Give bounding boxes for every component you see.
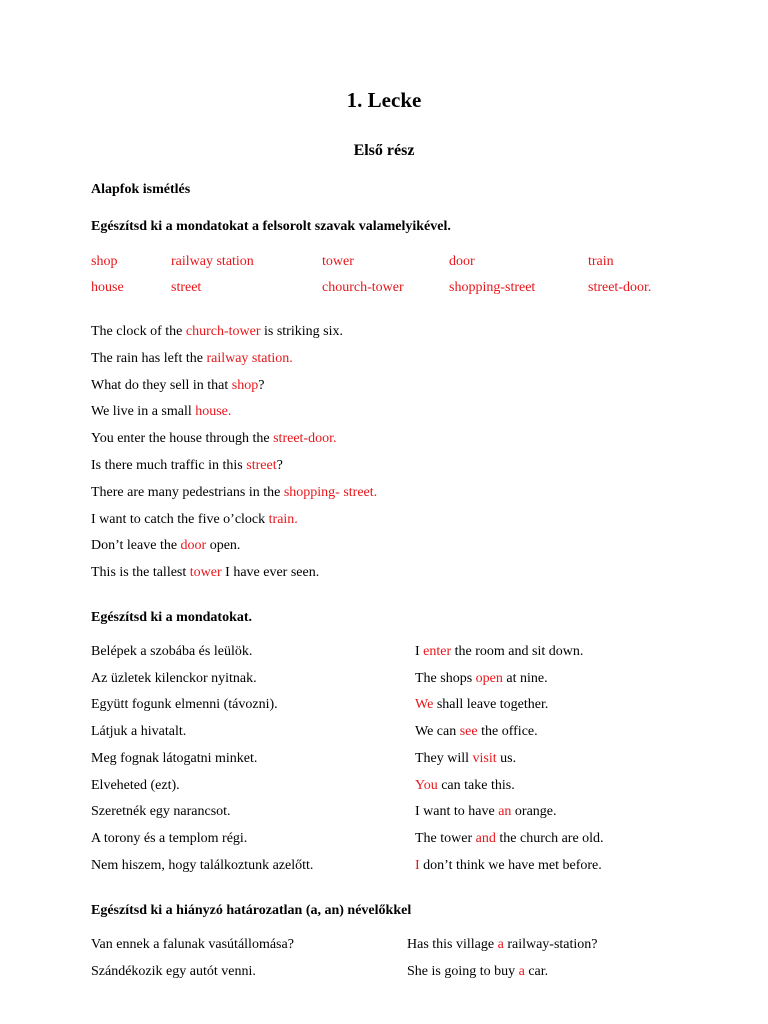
hungarian-sentence: Szándékozik egy autót venni. bbox=[91, 963, 256, 979]
sentence-text: The clock of the bbox=[91, 324, 186, 339]
hungarian-sentence: Van ennek a falunak vasútállomása? bbox=[91, 937, 294, 952]
sentence-text: Don’t leave the bbox=[91, 538, 181, 554]
answer-word: shopping- street. bbox=[283, 484, 378, 500]
sentence-text: the church are old. bbox=[495, 830, 604, 846]
answer-word: a bbox=[497, 937, 504, 952]
sentence-text: open. bbox=[206, 538, 241, 554]
word-bank-item: railway station bbox=[171, 254, 254, 269]
sentence-text: is striking six. bbox=[260, 324, 343, 339]
hungarian-sentence: Belépek a szobába és leülök. bbox=[91, 644, 253, 659]
answer-word: train. bbox=[268, 511, 298, 527]
sentence-text: The shops bbox=[415, 670, 476, 686]
answer-word: see bbox=[459, 724, 478, 740]
sentence bbox=[415, 778, 515, 794]
sentence-text: This is the tallest bbox=[91, 565, 190, 581]
sentence-text: I want to have bbox=[415, 804, 499, 820]
sentence-text: You enter the house through the bbox=[91, 431, 274, 447]
sentence bbox=[415, 831, 604, 847]
word-bank-item: chourch-tower bbox=[322, 280, 404, 295]
answer-word: You bbox=[415, 777, 438, 793]
answer-word: We bbox=[415, 697, 434, 713]
sentence-text: ? bbox=[276, 458, 283, 473]
answer-word: tower bbox=[189, 565, 222, 581]
sentence bbox=[91, 485, 377, 501]
answer-word: open bbox=[475, 670, 503, 686]
hungarian-sentence: Az üzletek kilenckor nyitnak. bbox=[91, 670, 257, 686]
sentence bbox=[415, 724, 538, 740]
answer-word: an bbox=[498, 804, 512, 820]
sentence-text: I bbox=[415, 644, 424, 659]
sentence-text: orange. bbox=[511, 804, 557, 820]
answer-word: I bbox=[415, 857, 420, 873]
sentence-text: What do they sell in that bbox=[91, 377, 232, 393]
sentence-text: We can bbox=[415, 724, 460, 740]
sentence-text: ? bbox=[258, 377, 265, 393]
sentence bbox=[91, 512, 298, 528]
sentence bbox=[415, 671, 548, 687]
answer-word: shop bbox=[231, 377, 259, 393]
hungarian-sentence: Meg fognak látogatni minket. bbox=[91, 750, 258, 766]
sentence-text: don’t think we have met before. bbox=[419, 857, 602, 873]
page-title: 1. Lecke bbox=[346, 88, 422, 112]
section1-instruction: Egészítsd ki a mondatokat a felsorolt szavak valamelyikével. bbox=[91, 219, 451, 234]
answer-word: street bbox=[246, 458, 277, 473]
answer-word: house. bbox=[195, 404, 232, 420]
word-bank-item: street bbox=[171, 280, 202, 295]
answer-word: church-tower bbox=[185, 324, 261, 339]
word-bank-item: shopping-street bbox=[449, 280, 536, 295]
hungarian-sentence: Elveheted (ezt). bbox=[91, 777, 180, 793]
sentence bbox=[91, 458, 283, 474]
answer-word: street-door. bbox=[273, 431, 337, 447]
sentence-text: She is going to buy bbox=[407, 963, 519, 979]
sentence-text: There are many pedestrians in the bbox=[91, 484, 284, 500]
sentence bbox=[91, 431, 336, 447]
sentence-text: The tower bbox=[415, 830, 476, 846]
sentence bbox=[91, 538, 240, 554]
sentence-text: I want to catch the five o’clock bbox=[91, 511, 269, 527]
answer-word: visit bbox=[472, 750, 497, 766]
hungarian-sentence: Szeretnék egy narancsot. bbox=[91, 804, 231, 820]
sentence-text: us. bbox=[496, 750, 517, 766]
answer-word: a bbox=[518, 963, 525, 979]
sentence bbox=[415, 644, 583, 660]
sentence bbox=[91, 404, 231, 420]
sentence-text: can take this. bbox=[437, 777, 515, 793]
hungarian-sentence: Együtt fogunk elmenni (távozni). bbox=[91, 697, 278, 713]
section1-heading: Alapfok ismétlés bbox=[91, 182, 191, 197]
page-subtitle: Első rész bbox=[353, 142, 415, 159]
sentence bbox=[91, 565, 319, 581]
sentence bbox=[415, 858, 602, 874]
sentence-text: the office. bbox=[477, 724, 538, 740]
answer-word: enter bbox=[423, 644, 452, 659]
word-bank-item: tower bbox=[322, 254, 354, 269]
sentence bbox=[415, 804, 557, 820]
sentence-text: railway-station? bbox=[503, 937, 598, 952]
word-bank-item: train bbox=[588, 254, 614, 269]
sentence bbox=[407, 964, 548, 980]
sentence-text: at nine. bbox=[502, 670, 548, 686]
word-bank-item: house bbox=[91, 280, 124, 295]
sentence bbox=[407, 937, 598, 953]
sentence bbox=[415, 751, 516, 767]
answer-word: door bbox=[180, 538, 207, 554]
sentence-text: The rain has left the bbox=[91, 350, 207, 366]
answer-word: and bbox=[475, 830, 496, 846]
sentence-text: car. bbox=[524, 963, 549, 979]
sentence-text: the room and sit down. bbox=[451, 644, 584, 659]
sentence-text: Is there much traffic in this bbox=[91, 458, 247, 473]
answer-word: railway station. bbox=[206, 350, 293, 366]
sentence-text: shall leave together. bbox=[433, 697, 549, 713]
sentence bbox=[91, 351, 293, 367]
section2-heading: Egészítsd ki a mondatokat. bbox=[91, 610, 253, 625]
word-bank-item: door bbox=[449, 254, 475, 269]
word-bank-item: street-door. bbox=[588, 280, 652, 295]
section3-heading: Egészítsd ki a hiányzó határozatlan (a, an) névelőkkel bbox=[91, 903, 412, 918]
sentence-text: They will bbox=[415, 750, 473, 766]
sentence-text: Has this village bbox=[407, 937, 498, 952]
sentence bbox=[91, 324, 343, 340]
sentence bbox=[415, 697, 548, 713]
hungarian-sentence: Nem hiszem, hogy találkoztunk azelőtt. bbox=[91, 857, 314, 873]
hungarian-sentence: A torony és a templom régi. bbox=[91, 830, 248, 846]
sentence-text: I have ever seen. bbox=[221, 565, 320, 581]
sentence-text: We live in a small bbox=[91, 404, 196, 420]
word-bank-item: shop bbox=[91, 254, 118, 269]
sentence bbox=[91, 378, 264, 394]
hungarian-sentence: Látjuk a hivatalt. bbox=[91, 724, 187, 740]
